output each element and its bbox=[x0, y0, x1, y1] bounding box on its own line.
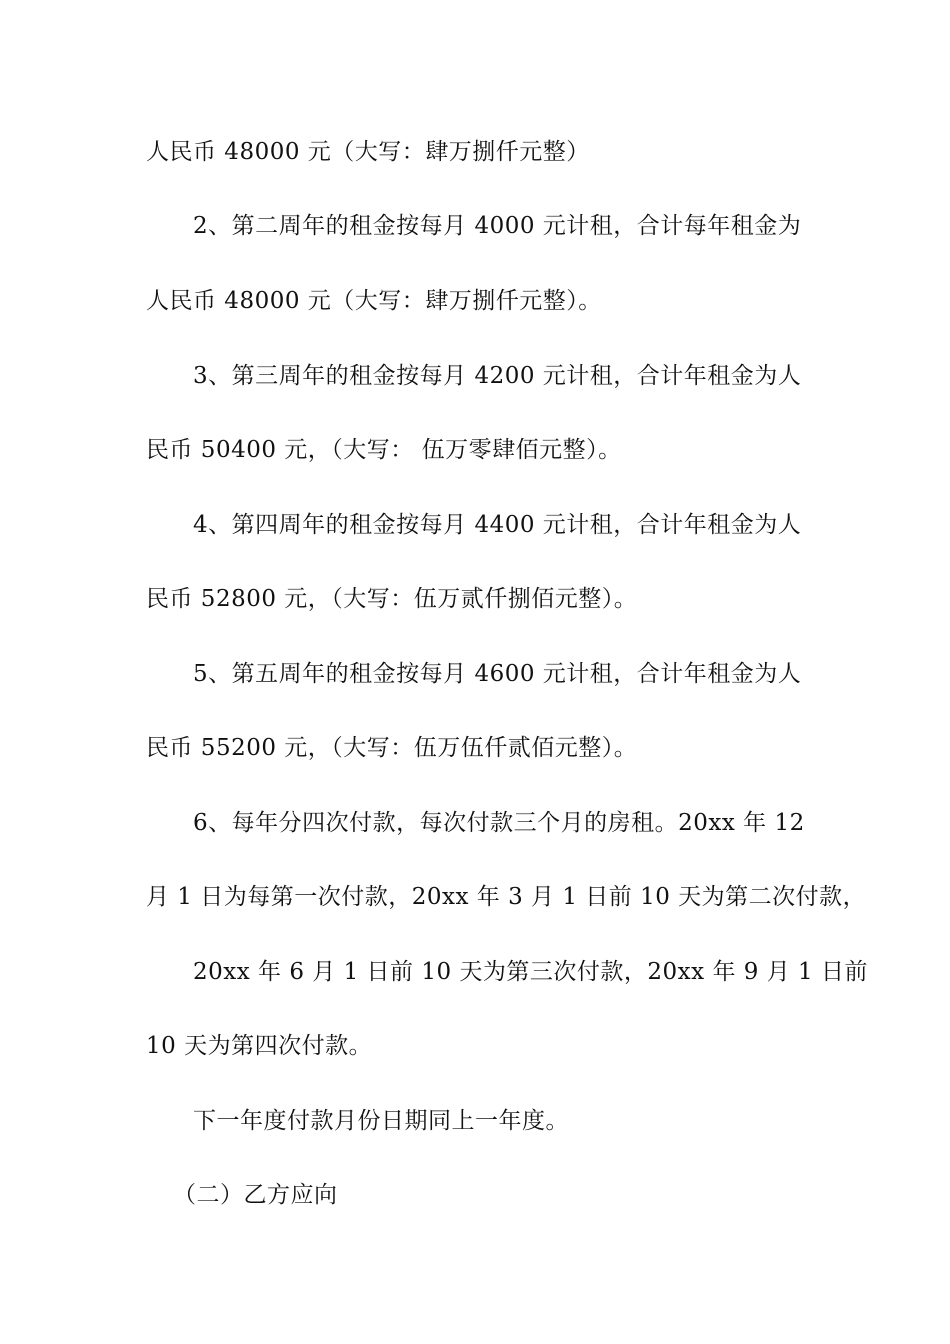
text-line-6: 4、第四周年的租金按每月 4400 元计租，合计年租金为人 bbox=[193, 512, 802, 538]
text-line-14: 下一年度付款月份日期同上一年度。 bbox=[193, 1108, 569, 1134]
text-line-9: 民币 55200 元，（大写：伍万伍仟贰佰元整）。 bbox=[146, 735, 638, 761]
text-line-10: 6、每年分四次付款，每次付款三个月的房租。20xx 年 12 bbox=[193, 810, 805, 836]
text-line-11: 月 1 日为每第一次付款，20xx 年 3 月 1 日前 10 天为第二次付款， bbox=[146, 884, 867, 910]
text-line-8: 5、第五周年的租金按每月 4600 元计租，合计年租金为人 bbox=[193, 661, 802, 687]
text-line-3: 人民币 48000 元（大写：肆万捌仟元整）。 bbox=[146, 288, 602, 314]
text-line-1: 人民币 48000 元（大写：肆万捌仟元整） bbox=[146, 139, 590, 165]
text-line-13: 10 天为第四次付款。 bbox=[146, 1033, 373, 1059]
section-heading: （二）乙方应向 bbox=[173, 1182, 338, 1208]
text-line-7: 民币 52800 元，（大写：伍万贰仟捌佰元整）。 bbox=[146, 586, 638, 612]
text-line-5: 民币 50400 元，（大写： 伍万零肆佰元整）。 bbox=[146, 437, 622, 463]
text-line-4: 3、第三周年的租金按每月 4200 元计租，合计年租金为人 bbox=[193, 363, 802, 389]
text-line-2: 2、第二周年的租金按每月 4000 元计租，合计每年租金为 bbox=[193, 213, 802, 239]
text-line-12: 20xx 年 6 月 1 日前 10 天为第三次付款，20xx 年 9 月 1 日前 bbox=[193, 959, 868, 985]
